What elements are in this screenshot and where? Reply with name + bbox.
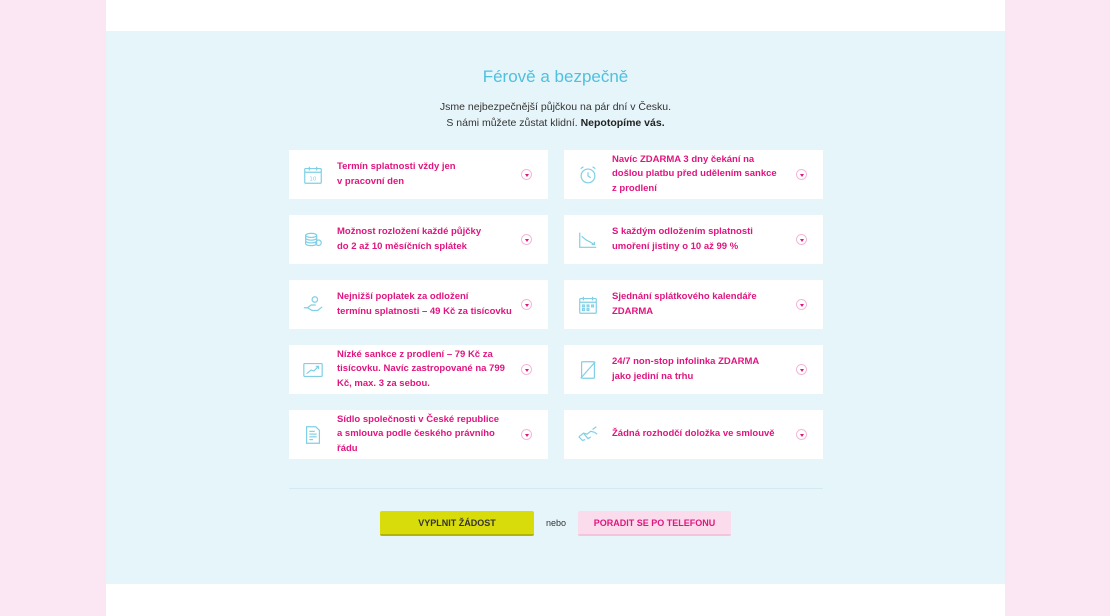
feature-text: S každým odložením splatnosti umoření jistiny o 10 až 99 % — [612, 226, 753, 252]
chevron-down-icon[interactable] — [796, 169, 807, 180]
phone-consult-button[interactable]: PORADIT SE PO TELEFONU — [578, 511, 731, 536]
feature-card-arbitration[interactable] — [564, 410, 823, 459]
feature-text: Sjednání splátkového kalendáře ZDARMA — [612, 291, 757, 317]
feature-card-fee[interactable] — [289, 280, 548, 329]
or-label: nebo — [545, 518, 567, 528]
feature-card-due-date[interactable] — [289, 150, 548, 199]
feature-text: Sídlo společnosti v České republice a smlouva podle českého právního řádu — [337, 413, 500, 454]
feature-text: Nejnižší poplatek za odložení termínu splatnosti – 49 Kč za tisícovku — [337, 291, 512, 317]
decreasing-chart-icon — [564, 215, 612, 264]
alarm-clock-icon — [564, 150, 612, 199]
chevron-down-icon[interactable] — [796, 364, 807, 375]
feature-text: Žádná rozhodčí doložka ve smlouvě — [612, 428, 775, 440]
hand-coin-icon — [289, 280, 337, 329]
coin-stack-icon — [289, 215, 337, 264]
feature-card-principal[interactable] — [564, 215, 823, 264]
divider — [289, 488, 823, 489]
features-section — [106, 31, 1005, 584]
apply-button[interactable]: VYPLNIT ŽÁDOST — [380, 511, 534, 536]
svg-text:10: 10 — [309, 176, 317, 182]
chevron-down-icon[interactable] — [796, 429, 807, 440]
subtitle-line2: S námi můžete zůstat klidní. — [446, 117, 581, 129]
feature-card-schedule[interactable] — [564, 280, 823, 329]
chevron-down-icon[interactable] — [521, 429, 532, 440]
feature-card-headquarters[interactable] — [289, 410, 548, 459]
chevron-down-icon[interactable] — [521, 299, 532, 310]
subtitle-emphasis: Nepotopíme vás. — [580, 117, 665, 129]
chevron-down-icon[interactable] — [521, 169, 532, 180]
no-phone-fee-icon — [564, 345, 612, 394]
feature-card-installments[interactable] — [289, 215, 548, 264]
feature-card-infoline[interactable] — [564, 345, 823, 394]
chevron-down-icon[interactable] — [521, 234, 532, 245]
feature-text: Navíc ZDARMA 3 dny čekání na došlou platbu před udělením sankce z prodlení — [612, 153, 777, 194]
page — [106, 0, 1005, 616]
chevron-down-icon[interactable] — [796, 234, 807, 245]
section-subtitle — [106, 99, 1005, 131]
feature-text: Termín splatnosti vždy jen v pracovní den — [337, 161, 456, 187]
subtitle-line1: Jsme nejbezpečnější půjčkou na pár dní v Česku. — [439, 101, 672, 113]
feature-text: Nízké sankce z prodlení – 79 Kč za tisícovku. Navíc zastropované na 799 Kč, max. 3 za sebou. — [337, 348, 505, 389]
section-title: Férově a bezpečně — [482, 67, 629, 86]
feature-card-sanctions[interactable] — [289, 345, 548, 394]
chevron-down-icon[interactable] — [521, 364, 532, 375]
rising-chart-icon — [289, 345, 337, 394]
handshake-icon — [564, 410, 612, 459]
document-icon — [289, 410, 337, 459]
calendar-icon — [289, 150, 337, 199]
feature-text: 24/7 non-stop infolinka ZDARMA jako jediní na trhu — [612, 356, 760, 382]
schedule-calendar-icon — [564, 280, 612, 329]
chevron-down-icon[interactable] — [796, 299, 807, 310]
feature-text: Možnost rozložení každé půjčky do 2 až 10 měsíčních splátek — [337, 226, 482, 252]
feature-card-grace-days[interactable] — [564, 150, 823, 199]
